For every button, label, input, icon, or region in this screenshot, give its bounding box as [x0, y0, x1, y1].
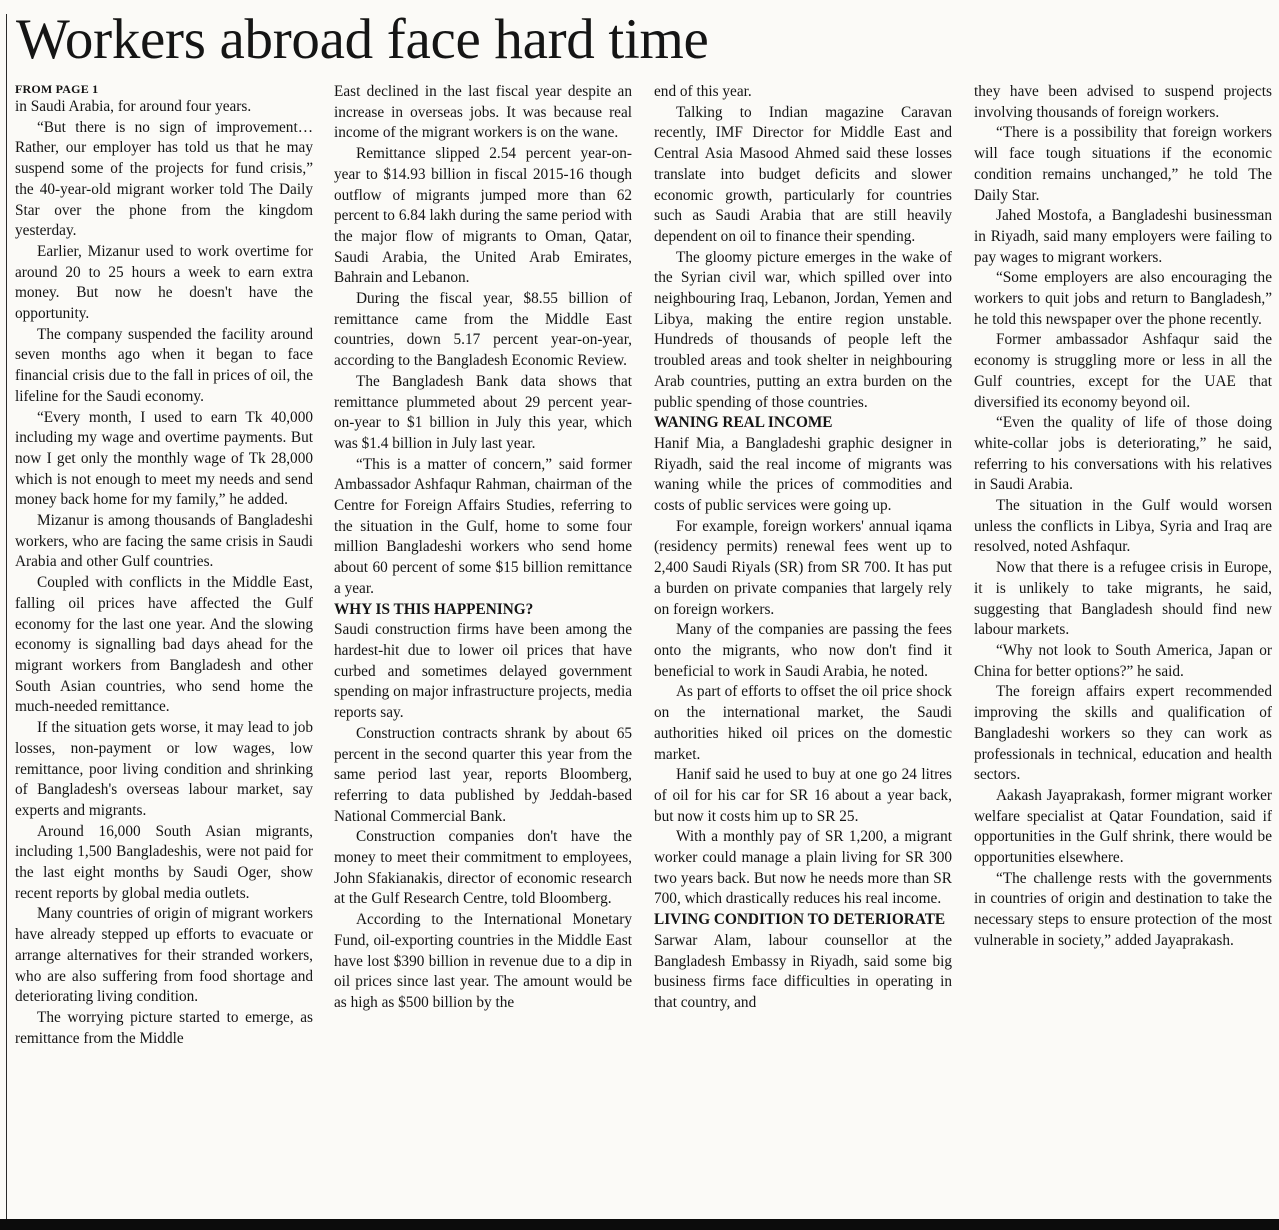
article-paragraph: The situation in the Gulf would worsen unless the conflicts in Libya, Syria and Iraq are resolved, noted Ashfaqur.	[974, 497, 1272, 556]
article-paragraph: The worrying picture started to emerge, as remittance from the Middle	[15, 1008, 313, 1047]
article-paragraph: According to the International Monetary Fund, oil-exporting countries in the Middle East have lost $390 billion in revenue due to a dip in oil prices since last year. The amount would be as high as $500 billion by the	[334, 911, 632, 1011]
article-paragraph: “But there is no sign of improvement… Rather, our employer has told us that he may suspend some of the projects for fund crisis,” the 40-year-old migrant worker told The Daily Star over the phone from the kingdom yesterday.	[15, 118, 313, 240]
article-paragraph: Former ambassador Ashfaqur said the economy is struggling more or less in all the Gulf countries, except for the UAE that diversified its economy beyond oil.	[974, 331, 1272, 411]
article-paragraph: Sarwar Alam, labour counsellor at the Bangladesh Embassy in Riyadh, said some big business firms face difficulties in operating in that country, and	[654, 931, 952, 1011]
section-heading: LIVING CONDITION TO DETERIORATE	[654, 911, 946, 929]
article-paragraph: “Every month, I used to earn Tk 40,000 including my wage and overtime payments. But now I get only the monthly wage of Tk 28,000 which is not enough to meet my needs and send money back home for my family,” he added.	[15, 408, 313, 509]
article-paragraph: “There is a possibility that foreign workers will face tough situations if the economic condition remains unchanged,” he told The Daily Star.	[974, 124, 1272, 204]
article-paragraph: “Some employers are also encouraging the workers to quit jobs and return to Bangladesh,” he told this newspaper over the phone recently.	[974, 269, 1272, 328]
article-paragraph: “Even the quality of life of those doing white-collar jobs is deteriorating,” he said, referring to his conversations with his relatives in Saudi Arabia.	[974, 414, 1272, 494]
article-paragraph: The foreign affairs expert recommended improving the skills and qualification of Bangladeshi workers so they can work as professionals in technical, education and health sectors.	[974, 683, 1272, 784]
article-paragraph: Aakash Jayaprakash, former migrant worker welfare specialist at Qatar Foundation, said if opportunities in the Gulf shrink, there would be opportunities elsewhere.	[974, 786, 1272, 867]
article-paragraph: Hanif Mia, a Bangladeshi graphic designer in Riyadh, said the real income of migrants was waning while the prices of commodities and costs of public services were going up.	[654, 434, 952, 515]
headline: Workers abroad face hard time	[16, 8, 709, 71]
article-column-4	[974, 82, 1272, 1219]
article-column-2	[334, 82, 632, 1219]
article-paragraph: “This is a matter of concern,” said former Ambassador Ashfaqur Rahman, chairman of the Centre for Foreign Affairs Studies, referring to the situation in the Gulf, home to some four million Bangladeshi workers who send home about 60 percent of some $15 billion remittance a year.	[334, 455, 632, 597]
article-paragraph: Earlier, Mizanur used to work overtime for around 20 to 25 hours a week to earn extra money. But now he doesn't have the opportunity.	[15, 242, 313, 323]
article-paragraph: Now that there is a refugee crisis in Europe, it is unlikely to take migrants, he said, suggesting that Bangladesh should find new labour markets.	[974, 559, 1272, 639]
article-paragraph: The company suspended the facility around seven months ago when it began to face financial crisis due to the fall in prices of oil, the lifeline for the Saudi economy.	[15, 325, 313, 405]
article-paragraph: For example, foreign workers' annual iqama (residency permits) renewal fees went up to 2,400 Saudi Riyals (SR) from SR 700. It has put a burden on private companies that largely rely on foreign workers.	[654, 517, 952, 618]
article-column-3	[654, 82, 952, 1219]
article-paragraph: Mizanur is among thousands of Bangladeshi workers, who are facing the same crisis in Saudi Arabia and other Gulf countries.	[15, 512, 313, 571]
article-paragraph: Coupled with conflicts in the Middle East, falling oil prices have affected the Gulf economy for the last one year. And the slowing economy is signalling bad days ahead for the migrant workers from Bangladesh and other South Asian countries, who send home the much-needed remittance.	[15, 574, 313, 716]
article-paragraph: The Bangladesh Bank data shows that remittance plummeted about 29 percent year-on-year to $1 billion in July this year, which was $1.4 billion in July last year.	[334, 372, 632, 452]
article-paragraph: “Why not look to South America, Japan or China for better options?” he said.	[974, 641, 1272, 680]
section-heading: WHY IS THIS HAPPENING?	[334, 600, 534, 618]
article-paragraph: As part of efforts to offset the oil price shock on the international market, the Saudi authorities hiked oil prices on the domestic market.	[654, 683, 952, 763]
article-paragraph: end of this year.	[654, 83, 752, 100]
article-paragraph: Remittance slipped 2.54 percent year-on-year to $14.93 billion in fiscal 2015-16 though outflow of migrants jumped more than 62 percent to 6.84 lakh during the same period with the major flow of migrants to Oman, Qatar, Saudi Arabia, the United Arab Emirates, Bahrain and Lebanon.	[334, 145, 632, 287]
article-paragraph: they have been advised to suspend projects involving thousands of foreign workers.	[974, 83, 1272, 121]
article-paragraph: Saudi construction firms have been among the hardest-hit due to lower oil prices that have curbed and sometimes delayed government spending on major infrastructure projects, media reports say.	[334, 621, 632, 722]
article-column-1	[15, 82, 313, 1219]
article-paragraph: The gloomy picture emerges in the wake of the Syrian civil war, which spilled over into neighbouring Iraq, Lebanon, Jordan, Yemen and Libya, making the entire region unstable. Hundreds of thousands of people left the troubled areas and took shelter in neighbouring Arab countries, putting an extra burden on the public spending of those countries.	[654, 248, 952, 411]
article-paragraph: Jahed Mostofa, a Bangladeshi businessman in Riyadh, said many employers were failing to pay wages to migrant workers.	[974, 207, 1272, 266]
article-paragraph: Around 16,000 South Asian migrants, including 1,500 Bangladeshis, were not paid for the last eight months by Saudi Oger, show recent reports by global media outlets.	[15, 822, 313, 902]
section-heading: WANING REAL INCOME	[654, 414, 833, 432]
article-paragraph: With a monthly pay of SR 1,200, a migrant worker could manage a plain living for SR 300 two years back. But now he needs more than SR 700, which drastically reduces his real income.	[654, 828, 952, 908]
article-paragraph: Hanif said he used to buy at one go 24 litres of oil for his car for SR 16 about a year back, but now it costs him up to SR 25.	[654, 766, 952, 825]
column-rule-left	[6, 14, 7, 1222]
article-paragraph: East declined in the last fiscal year despite an increase in overseas jobs. It was because real income of the migrant workers is on the wane.	[334, 83, 632, 142]
page-bottom-bar	[0, 1219, 1279, 1230]
from-page-label: FROM PAGE 1	[15, 82, 99, 96]
article-paragraph: Construction companies don't have the money to meet their commitment to employees, John Sfakianakis, director of economic research at the Gulf Research Centre, told Bloomberg.	[334, 828, 632, 908]
article-paragraph: in Saudi Arabia, for around four years.	[15, 98, 252, 115]
article-paragraph: Talking to Indian magazine Caravan recently, IMF Director for Middle East and Central Asia Masood Ahmed said these losses translate into budget deficits and slower economic growth, particularly for countries such as Saudi Arabia that are still heavily dependent on oil to finance their spending.	[654, 103, 952, 245]
article-paragraph: Many of the companies are passing the fees onto the migrants, who now don't find it beneficial to work in Saudi Arabia, he noted.	[654, 621, 952, 680]
article-paragraph: Many countries of origin of migrant workers have already stepped up efforts to evacuate or arrange alternatives for their stranded workers, who are also suffering from food shortage and deteriorating living condition.	[15, 905, 313, 1006]
article-paragraph: During the fiscal year, $8.55 billion of remittance came from the Middle East countries, down 5.17 percent year-on-year, according to the Bangladesh Economic Review.	[334, 290, 632, 370]
article-paragraph: Construction contracts shrank by about 65 percent in the second quarter this year from the same period last year, reports Bloomberg, referring to data published by Jeddah-based National Commercial Bank.	[334, 724, 632, 825]
article-paragraph: “The challenge rests with the governments in countries of origin and destination to take the necessary steps to ensure protection of the most vulnerable in society,” added Jayaprakash.	[974, 869, 1272, 949]
article-paragraph: If the situation gets worse, it may lead to job losses, non-payment or low wages, low remittance, poor living condition and shrinking of Bangladesh's overseas labour market, say experts and migrants.	[15, 719, 313, 819]
